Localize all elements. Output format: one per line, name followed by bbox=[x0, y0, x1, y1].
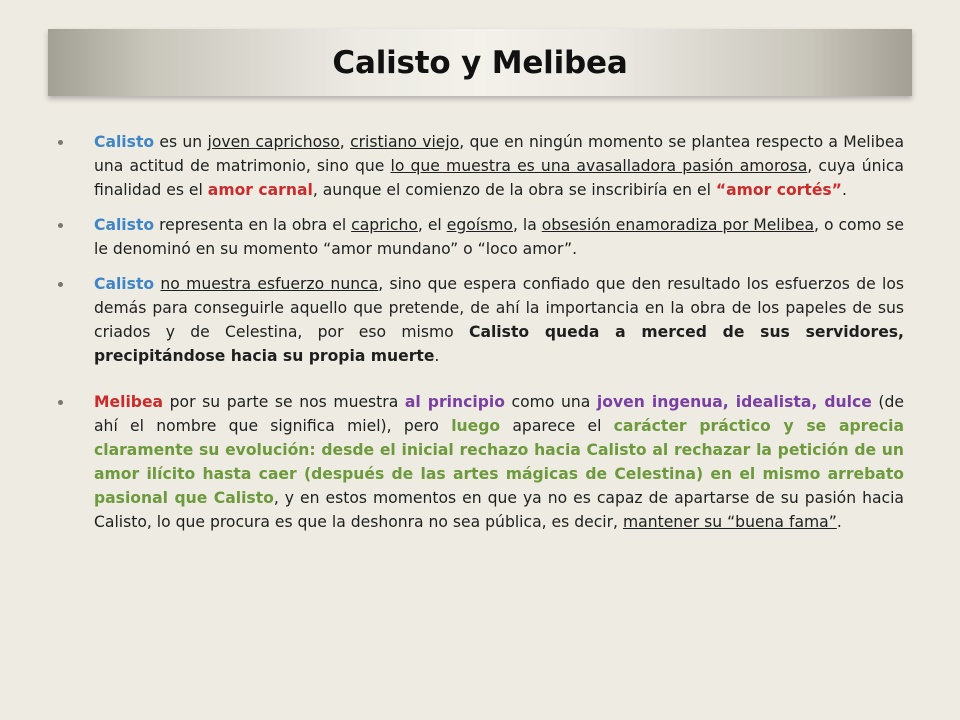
underlined-text: egoísmo bbox=[446, 216, 513, 234]
bullet-paragraph-2 bbox=[58, 213, 904, 261]
text-span: , o como se le denominó en su momento “amor mundano” o “loco amor”. bbox=[94, 216, 904, 258]
bullet-paragraph-1 bbox=[58, 130, 904, 202]
underlined-text: capricho bbox=[351, 216, 418, 234]
highlight-melibea: Melibea bbox=[94, 393, 164, 411]
text-span: por su parte se nos muestra bbox=[163, 393, 405, 411]
highlight-amor-cortes: “amor cortés” bbox=[715, 181, 842, 199]
text-span: , aunque el comienzo de la obra se inscribiría en el bbox=[312, 181, 716, 199]
text-span: . bbox=[836, 513, 842, 531]
underlined-text: lo que muestra es una avasalladora pasión amorosa bbox=[390, 157, 808, 175]
highlight-calisto: Calisto bbox=[94, 216, 155, 234]
text-span: . bbox=[841, 181, 847, 199]
highlight-joven-ingenua: joven ingenua, idealista, dulce bbox=[596, 393, 872, 411]
underlined-text: mantener su “buena fama” bbox=[622, 513, 837, 531]
highlight-amor-carnal: amor carnal bbox=[207, 181, 313, 199]
text-span: aparece el bbox=[500, 417, 614, 435]
slide-title: Calisto y Melibea bbox=[332, 44, 628, 81]
text-span: , y en estos momentos en que ya no es capaz de apartarse de su pasión hacia Calisto, lo que procura es que la deshonra no sea pública, es decir, bbox=[94, 489, 904, 531]
text-span: , bbox=[339, 133, 351, 151]
text-span: , que en ningún momento se plantea respecto a Melibea una actitud de matrimonio, sino que bbox=[94, 133, 905, 175]
highlight-luego: luego bbox=[451, 417, 501, 435]
text-span: como una bbox=[504, 393, 597, 411]
bullet-paragraph-4 bbox=[58, 390, 904, 534]
bullet-icon bbox=[58, 223, 63, 228]
underlined-text: no muestra esfuerzo nunca bbox=[160, 275, 379, 293]
text-span: representa en la obra el bbox=[154, 216, 352, 234]
text-span: , la bbox=[512, 216, 542, 234]
text-span: , el bbox=[417, 216, 447, 234]
slide-content bbox=[58, 130, 904, 545]
highlight-calisto: Calisto bbox=[94, 275, 155, 293]
underlined-text: joven caprichoso bbox=[207, 133, 340, 151]
underlined-text: obsesión enamoradiza por Melibea bbox=[541, 216, 815, 234]
title-bar bbox=[48, 29, 912, 96]
text-span: (de ahí el nombre que significa miel), pero bbox=[94, 393, 904, 435]
highlight-al-principio: al principio bbox=[404, 393, 505, 411]
underlined-text: cristiano viejo bbox=[350, 133, 460, 151]
bullet-icon bbox=[58, 140, 63, 145]
highlight-caracter-practico: carácter práctico y se aprecia claramente su evolución: desde el inicial rechazo hacia Calisto al rechazar la petición de un amor ilícito hasta caer (después de las artes mágicas de Celestina) en el mismo arrebato pasional que Calisto bbox=[94, 417, 905, 507]
highlight-calisto: Calisto bbox=[94, 133, 155, 151]
bullet-icon bbox=[58, 282, 63, 287]
bold-text: Calisto queda a merced de sus servidores, precipitándose hacia su propia muerte bbox=[94, 323, 904, 365]
text-span: es un bbox=[154, 133, 208, 151]
text-span: , sino que espera confiado que den resultado los esfuerzos de los demás para conseguirle aquello que pretende, de ahí la importancia en la obra de los papeles de sus criados y de Celestina, por eso mismo bbox=[94, 275, 904, 341]
text-span: , cuya única finalidad es el bbox=[94, 157, 904, 199]
text-span: . bbox=[434, 347, 440, 365]
bullet-paragraph-3 bbox=[58, 272, 904, 368]
bullet-icon bbox=[58, 400, 63, 405]
